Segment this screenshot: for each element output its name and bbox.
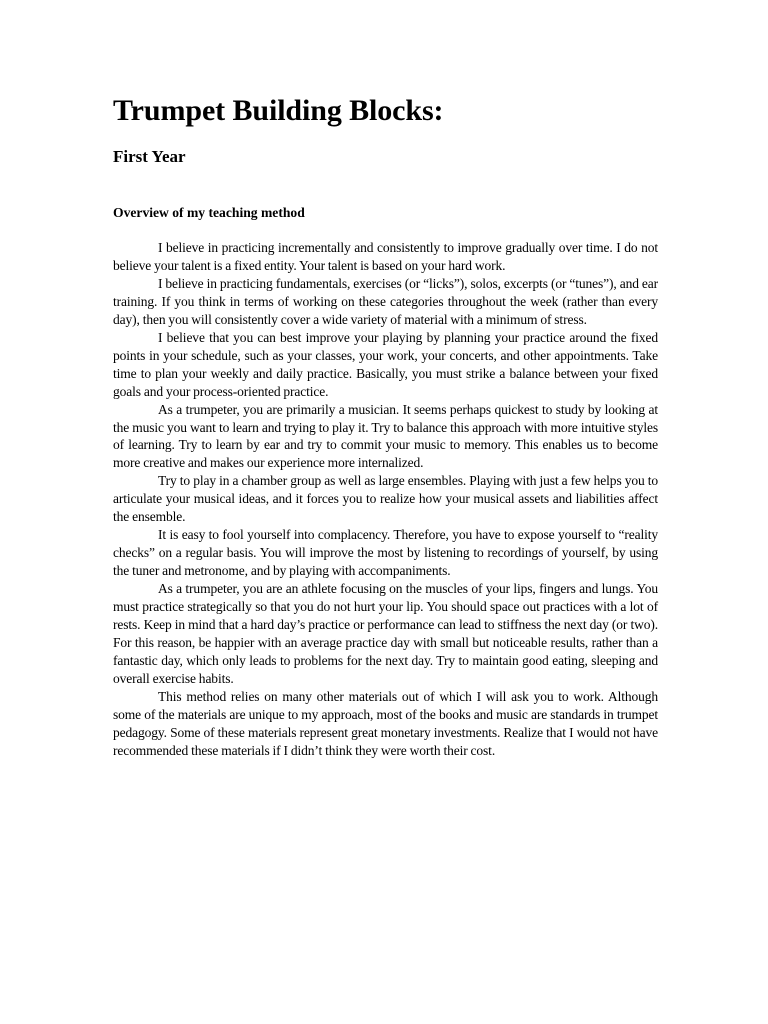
paragraph-5: Try to play in a chamber group as well as large ensembles. Playing with just a few helps you to articulate your musical ideas, and it forces you to realize how your musical assets and liabilities affect the ensemble. — [113, 473, 658, 525]
paragraph-2: I believe in practicing fundamentals, exercises (or “licks”), solos, excerpts (or “tunes”), and ear training. If you think in terms of working on these categories throughout the week (rather than every day), then you will consistently cover a wide variety of material with a minimum of stress. — [113, 275, 658, 327]
paragraph-8: This method relies on many other materials out of which I will ask you to work. Although some of the materials are unique to my approach, most of the books and music are standards in trumpet pedagogy. Some of these materials represent great monetary investments. Realize that I would not have recommended these materials if I didn’t think they were worth their cost. — [113, 688, 658, 758]
paragraph-1: I believe in practicing incrementally and consistently to improve gradually over time. I do not believe your talent is a fixed entity. Your talent is based on your hard work. — [113, 240, 658, 273]
document-subtitle: First Year — [113, 147, 186, 166]
paragraph-3: I believe that you can best improve your playing by planning your practice around the fixed points in your schedule, such as your classes, your work, your concerts, and other appointments. Take time to plan your weekly and daily practice. Basically, you must strike a balance between your fixed goals and your process-oriented practice. — [113, 329, 658, 399]
document-body — [113, 239, 658, 760]
section-heading: Overview of my teaching method — [113, 205, 305, 220]
document-title: Trumpet Building Blocks: — [113, 94, 444, 127]
paragraph-6: It is easy to fool yourself into complacency. Therefore, you have to expose yourself to “reality checks” on a regular basis. You will improve the most by listening to recordings of yourself, by using the tuner and metronome, and by playing with accompaniments. — [113, 527, 658, 579]
paragraph-7: As a trumpeter, you are an athlete focusing on the muscles of your lips, fingers and lungs. You must practice strategically so that you do not hurt your lip. You should space out practices with a lot of rests. Keep in mind that a hard day’s practice or performance can lead to stiffness the next day (or two). For this reason, be happier with an average practice day with small but noticeable results, rather than a fantastic day, which only leads to problems for the next day. Try to maintain good eating, sleeping and overall exercise habits. — [113, 581, 658, 686]
paragraph-4: As a trumpeter, you are primarily a musician. It seems perhaps quickest to study by looking at the music you want to learn and trying to play it. Try to balance this approach with more intuitive styles of learning. Try to learn by ear and try to commit your music to memory. This enables us to become more creative and makes our experience more internalized. — [113, 401, 658, 471]
